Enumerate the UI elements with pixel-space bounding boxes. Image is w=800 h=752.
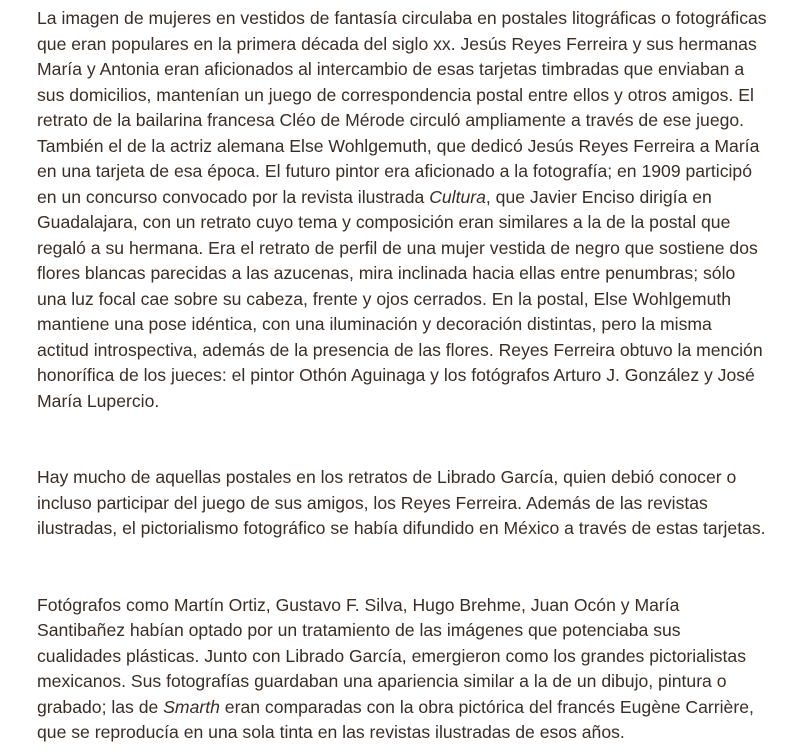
article-body (37, 6, 789, 746)
text-run: grabado; las de (37, 696, 164, 717)
text-line (37, 695, 789, 721)
text-run: , que Javier Enciso dirigía en (485, 186, 712, 207)
text-line: sus domicilios, mantenían un juego de correspondencia postal entre ellos y otros amigos. El (37, 84, 754, 105)
text-line: María y Antonia eran aficionados al intercambio de esas tarjetas timbradas que enviaban a (37, 59, 745, 79)
text-line: una luz focal cae sobre su cabeza, frente y ojos cerrados. En la postal, Else Wohlgemuth (37, 288, 732, 309)
text-line: flores blancas parecidas a las azucenas, mira inclinada hacia ellas entre penumbras; sólo (37, 263, 736, 283)
text-line: ilustradas, el pictorialismo fotográfico se había difundido en México a través de estas tarjetas. (37, 518, 766, 538)
text-run: en un concurso convocado por la revista ilustrada (37, 186, 430, 207)
text-line: incluso participar del juego de sus amigos, los Reyes Ferreira. Además de las revistas (37, 492, 708, 513)
pseudonym-smarth: Smarth (163, 696, 220, 717)
text-line: La imagen de mujeres en vestidos de fantasía circulaba en postales litográficas o fotográficas (37, 8, 767, 28)
text-line: honorífica de los jueces: el pintor Othón Aguinaga y los fotógrafos Arturo J. González y José (37, 365, 755, 385)
text-line: actitud introspectiva, además de la presencia de las flores. Reyes Ferreira obtuvo la mención (37, 339, 763, 360)
text-line: Fotógrafos como Martín Ortiz, Gustavo F. Silva, Hugo Brehme, Juan Ocón y María (37, 594, 680, 615)
text-line: que se reproducía en una sola tinta en las revistas ilustradas de esos años. (37, 722, 625, 742)
paragraph-postales-juego (37, 6, 789, 414)
text-line: regaló a su hermana. Era el retrato de perfil de una mujer vestida de negro que sostiene dos (37, 237, 758, 258)
text-line: mexicanos. Sus fotografías guardaban una apariencia similar a la de un dibujo, pintura o (37, 671, 727, 691)
paragraph-pictorialistas (37, 593, 789, 746)
text-line: retrato de la bailarina francesa Cléo de Mérode circuló ampliamente a través de ese juego. (37, 110, 745, 130)
text-line: También el de la actriz alemana Else Wohlgemuth, que dedicó Jesús Reyes Ferreira a María (37, 135, 760, 156)
text-line: Hay mucho de aquellas postales en los retratos de Librado García, quien debió conocer o (37, 467, 737, 487)
text-line: cualidades plásticas. Junto con Librado García, emergieron como los grandes pictorialistas (37, 645, 747, 666)
text-run: eran comparadas con la obra pictórica del francés Eugène Carrière, (219, 696, 754, 717)
text-line: Guadalajara, con un retrato cuyo tema y composición eran similares a la de la postal que (37, 212, 731, 232)
text-line: mantiene una pose idéntica, con una iluminación y decoración distintas, pero la misma (37, 314, 712, 334)
text-line: en una tarjeta de esa época. El futuro pintor era aficionado a la fotografía; en 1909 participó (37, 161, 752, 181)
text-line: María Lupercio. (37, 390, 160, 411)
text-line (37, 185, 789, 211)
magazine-title-cultura: Cultura (429, 186, 486, 207)
text-line: Santibañez habían optado por un tratamiento de las imágenes que potenciaba sus (37, 620, 681, 640)
text-line: que eran populares en la primera década del siglo xx. Jesús Reyes Ferreira y sus hermanas (37, 33, 757, 54)
paragraph-librado-garcia (37, 465, 789, 542)
